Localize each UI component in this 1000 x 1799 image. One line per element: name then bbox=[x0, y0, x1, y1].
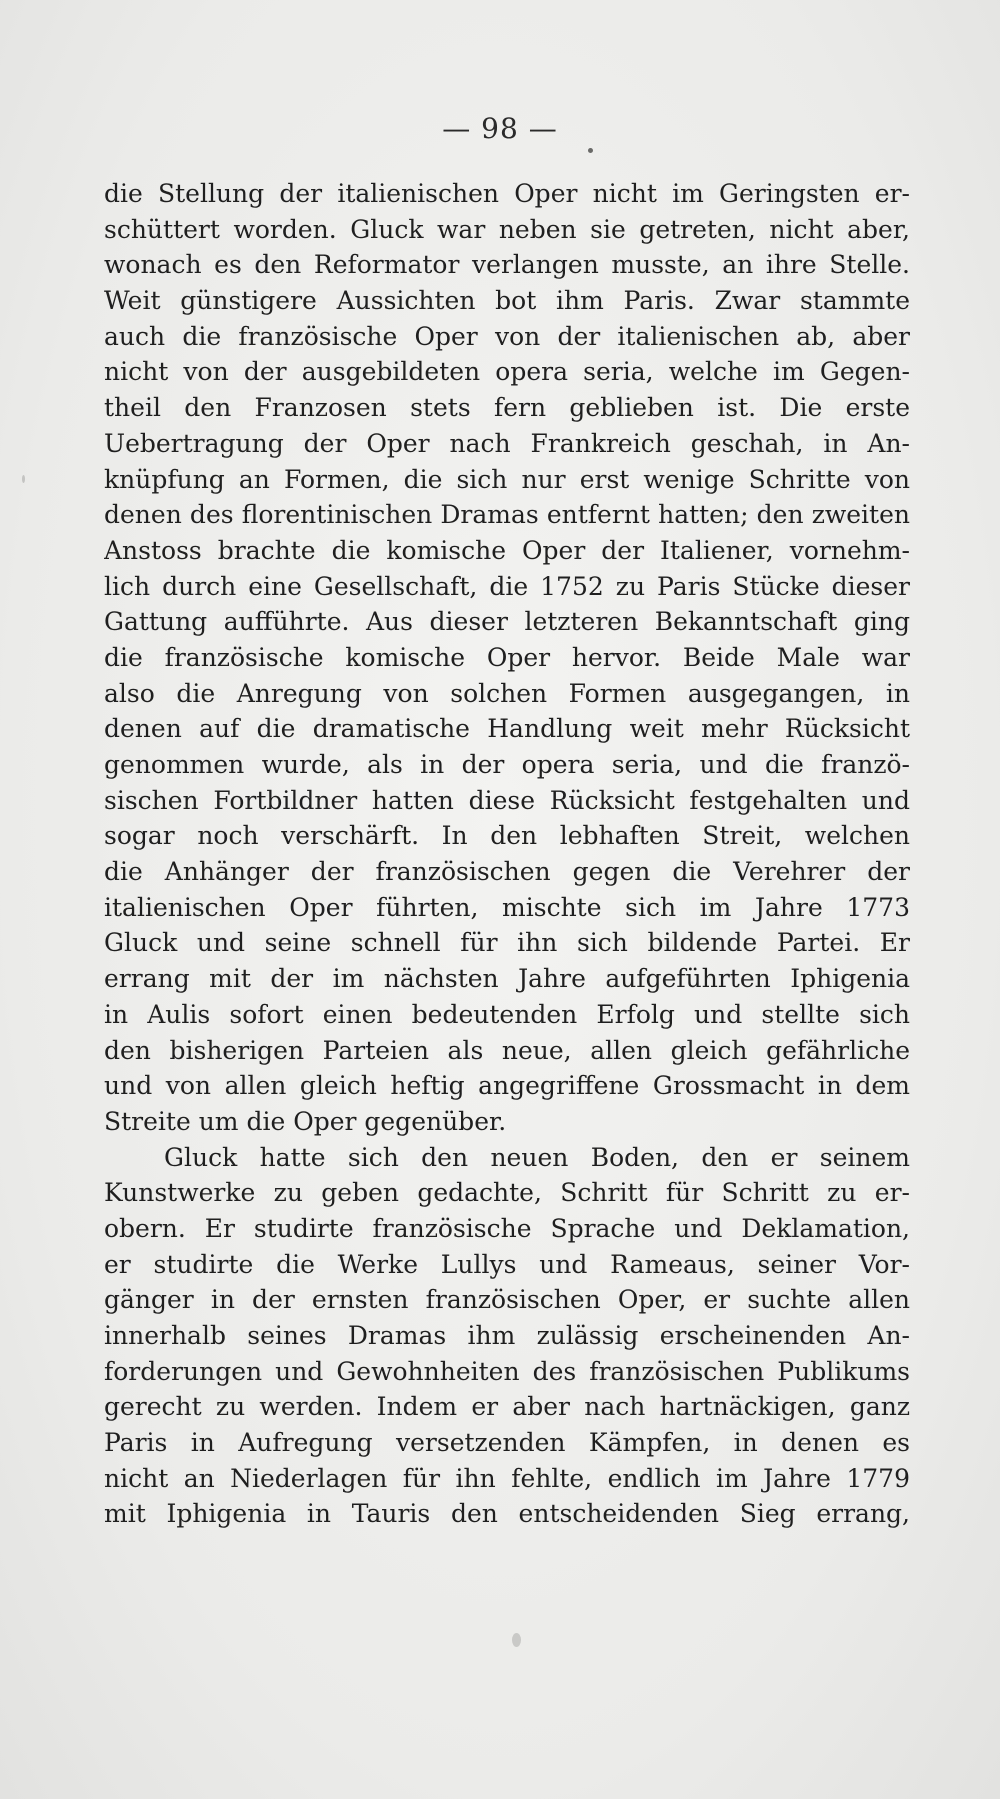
text-line: die französische komische Oper hervor. Beide Male war bbox=[104, 642, 910, 672]
text-line: italienischen Oper führten, mischte sich im Jahre 1773 bbox=[104, 892, 910, 922]
text-line: schüttert worden. Gluck war neben sie getreten, nicht aber, bbox=[104, 214, 910, 244]
text-line: die Stellung der italienischen Oper nicht im Geringsten er- bbox=[104, 179, 910, 208]
text-line: lich durch eine Gesellschaft, die 1752 zu Paris Stücke dieser bbox=[104, 571, 910, 601]
text-line: sischen Fortbildner hatten diese Rücksicht festgehalten und bbox=[104, 785, 910, 815]
text-line: Gluck hatte sich den neuen Boden, den er seinem bbox=[164, 1142, 910, 1172]
text-line: nicht an Niederlagen für ihn fehlte, endlich im Jahre 1779 bbox=[104, 1463, 910, 1493]
text-line: Streite um die Oper gegenüber. bbox=[104, 1106, 507, 1136]
text-line: mit Iphigenia in Tauris den entscheidenden Sieg errang, bbox=[104, 1499, 910, 1529]
text-line: den bisherigen Parteien als neue, allen gleich gefährliche bbox=[104, 1035, 910, 1065]
text-line: innerhalb seines Dramas ihm zulässig erscheinenden An- bbox=[104, 1321, 910, 1350]
text-line: obern. Er studirte französische Sprache und Deklamation, bbox=[104, 1213, 910, 1243]
text-line: sogar noch verschärft. In den lebhaften Streit, welchen bbox=[104, 821, 910, 851]
body-text bbox=[104, 176, 910, 1532]
text-line: Uebertragung der Oper nach Frankreich geschah, in An- bbox=[104, 428, 910, 458]
text-line: Anstoss brachte die komische Oper der Italiener, vornehm- bbox=[104, 535, 910, 565]
text-line: Paris in Aufregung versetzenden Kämpfen, in denen es bbox=[104, 1428, 910, 1458]
text-line: denen auf die dramatische Handlung weit mehr Rücksicht bbox=[104, 714, 910, 744]
text-line: Gluck und seine schnell für ihn sich bildende Partei. Er bbox=[104, 928, 910, 958]
text-line: theil den Franzosen stets fern geblieben ist. Die erste bbox=[104, 393, 910, 423]
text-line: auch die französische Oper von der italienischen ab, aber bbox=[104, 321, 910, 351]
text-line: also die Anregung von solchen Formen ausgegangen, in bbox=[104, 678, 910, 708]
text-line: Weit günstigere Aussichten bot ihm Paris. Zwar stammte bbox=[104, 286, 910, 316]
text-line: nicht von der ausgebildeten opera seria, welche im Gegen- bbox=[104, 357, 910, 387]
text-line: und von allen gleich heftig angegriffene Grossmacht in dem bbox=[104, 1071, 910, 1101]
text-line: die Anhänger der französischen gegen die Verehrer der bbox=[104, 857, 910, 887]
text-line: errang mit der im nächsten Jahre aufgeführten Iphigenia bbox=[104, 964, 910, 994]
page-number: — 98 — bbox=[442, 112, 558, 145]
text-line: Kunstwerke zu geben gedachte, Schritt für Schritt zu er- bbox=[104, 1178, 910, 1208]
text-line: forderungen und Gewohnheiten des französischen Publikums bbox=[104, 1356, 910, 1386]
paper-speck bbox=[512, 1633, 521, 1647]
text-line: knüpfung an Formen, die sich nur erst wenige Schritte von bbox=[104, 464, 910, 494]
text-line: denen des florentinischen Dramas entfernt hatten; den zweiten bbox=[104, 500, 910, 530]
paper-speck bbox=[22, 475, 25, 483]
text-line: gänger in der ernsten französischen Oper, er suchte allen bbox=[104, 1285, 910, 1315]
text-line: genommen wurde, als in der opera seria, und die franzö- bbox=[104, 750, 910, 779]
text-line: er studirte die Werke Lullys und Rameaus, seiner Vor- bbox=[104, 1249, 910, 1279]
paper-speck bbox=[588, 148, 593, 153]
text-line: gerecht zu werden. Indem er aber nach hartnäckigen, ganz bbox=[104, 1392, 910, 1422]
text-line: Gattung aufführte. Aus dieser letzteren Bekanntschaft ging bbox=[104, 607, 910, 637]
text-line: in Aulis sofort einen bedeutenden Erfolg und stellte sich bbox=[104, 999, 910, 1029]
text-line: wonach es den Reformator verlangen musste, an ihre Stelle. bbox=[104, 250, 910, 280]
